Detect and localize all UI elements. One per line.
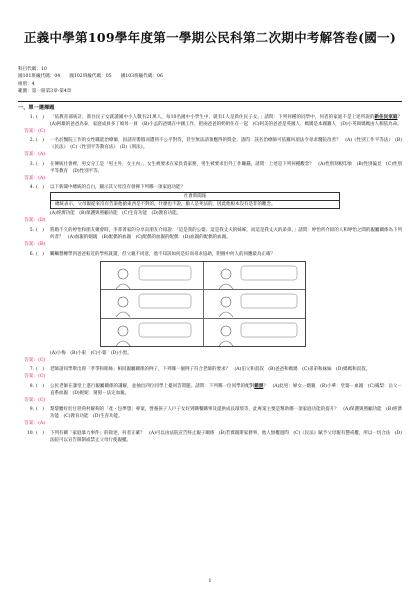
question-text: 一名於醫院工作的女性職能治療師，因請育嬰假而遭到不公平對待，甚至無法請領應得的獎金。請問：該名治療師可依據何項法令尋求醫院改善？ (A)《性別工作平等法》 (B)《民法》 (C)《性別平等教育法》 (D)《刑法》。 <box>50 138 402 151</box>
meta-subject-code: 科目代碼：10 <box>18 67 47 72</box>
question-number: 2. <box>29 138 34 144</box>
question-9 <box>18 406 402 420</box>
news-box-body: 總統表示，父母親從來沒有告訴他搶東西是不對的，什麼也不說，偷人是死法的，因此他根本沒有是非的觀念。 <box>55 202 276 208</box>
answer-label: 答案： <box>24 357 39 363</box>
news-box-title: 社會新聞報 <box>51 193 339 201</box>
question-text: 老師請同學舉出與「孝爭和睦絲」相同親屬關係的例子，下列哪一個例子符合老師的要求？ (A)伯父和叔叔 (B)爸爸和媽媽 (C)弟弟和妹妹 (D)媽媽和叔叔。 <box>50 367 371 373</box>
question-text-part: ？ (A)此男：婦女－姻親 (B)小華：堂婆－血親 (C)鳳梨：岳父－直系血親 (D)妮妮：舅舅－法定血親。 <box>50 383 403 396</box>
answer-blank: ( ) <box>36 114 45 120</box>
answer-value: (B) <box>38 242 46 247</box>
answer-blank: ( ) <box>36 185 45 191</box>
answer-value: (A) <box>38 152 46 158</box>
question-emphasis: 新住民家庭 <box>374 114 398 120</box>
answer-label: 答案： <box>24 175 39 181</box>
comic-figures-icon <box>101 290 307 318</box>
question-4 <box>18 184 402 217</box>
question-number: 9. <box>29 407 34 413</box>
answer-label: 答案： <box>24 374 39 380</box>
answer-blank: ( ) <box>36 367 45 373</box>
question-2 <box>18 137 402 151</box>
question-text-part: ？ (A)阿雄的爸爸為泰，家庭成員多了娘母一員 (B)小孟的爸媽在中國工作，把兩爸爸的奶奶住在一起 (C)阿美的爸爸是英國人、媽媽是本國籍人 (D)小英與媽媽由人相依為命。 <box>50 114 407 127</box>
question-text: 在傳統社會裡，男女分工是「男主外，女主內」，女生被要求在家負責家務，男生被要求出外工作賺錢。請問：上述是下列何種觀念？ (A)性別刻板印象 (B)性別偏見 (C)性別平等教育 (D)性別平等。 <box>50 161 402 174</box>
answer-value: (D) <box>38 218 46 224</box>
answer-4 <box>24 217 402 225</box>
question-10 <box>18 430 402 444</box>
question-number: 10. <box>26 430 34 436</box>
answer-5 <box>24 241 402 249</box>
answer-label: 答案： <box>24 421 39 427</box>
question-text-part: 「依教育部統計，新住民子女就讀國中小人數有21萬人，每10名國中小學生中，就有1人是新住民子女。」請問：下列何種的同學中，何者的家庭不是上述所說的 <box>50 114 375 120</box>
comic-illustration <box>100 261 306 347</box>
answer-1 <box>24 128 402 136</box>
question-7 <box>18 366 402 373</box>
question-number: 6. <box>29 251 34 257</box>
answer-blank: ( ) <box>36 138 45 144</box>
answer-value: (C) <box>38 374 46 380</box>
question-text-part: 公民老師在課堂上進行親屬關係的講解，並抽出四位同學上臺回答問題。請問：下列哪一位同學的配對 <box>50 383 255 389</box>
answer-value: (C) <box>38 128 46 134</box>
question-number: 8. <box>29 383 34 389</box>
answer-label: 答案： <box>24 242 39 247</box>
question-number: 7. <box>29 367 34 373</box>
question-text <box>50 383 402 397</box>
comic-divider <box>203 290 204 318</box>
question-1 <box>18 114 407 128</box>
answer-3 <box>24 175 402 183</box>
question-text: 將婚不久的婷怡和朋友聚會時，李菁菁家的分享向朋友介紹說：「這是我的公婆、這是我丈夫的姊姊，而這是我丈夫的弟弟。」請問：婷怡所介紹的人和婷怡之間的親屬關係為下列何者？ (A)血親的姻親 (B)配偶的血親 (C)配偶的血親的配偶 (D)血親的配偶的血親。 <box>50 228 402 240</box>
answer-value: (C) <box>38 397 46 403</box>
answer-label: 答案： <box>24 128 39 134</box>
answer-label: 答案： <box>24 152 39 158</box>
comic-figures-icon <box>101 319 307 347</box>
answer-blank: ( ) <box>36 251 45 257</box>
answer-blank: ( ) <box>36 228 45 233</box>
question-options: (A)小梅 (B)小東 (C)小婆 (D)小黑。 <box>50 350 132 356</box>
news-box <box>50 192 340 209</box>
meta-class-codes: 國101班級代碼：04 國102班級代碼：05 國103班級代碼：06 <box>18 74 163 80</box>
meta-group: 組別：4 <box>18 81 35 87</box>
question-text: 以下新聞中總統的自白，顯示其父母沒有發揮下列哪一項家庭功能？ <box>50 185 185 191</box>
meta-scope: 範圍：第一冊第3章-第4章 <box>18 89 72 95</box>
comic-row <box>101 319 305 348</box>
question-emphasis: 錯誤 <box>254 383 264 389</box>
answer-9 <box>24 420 402 428</box>
question-text: 觸觸想轉學到爸爸較近的學校就讀，但父親不同意，他不知該如何是好而尋求協助，附圖中何人的回應最為正確？ <box>50 251 275 257</box>
page-title: 正義中學第109學年度第一學期公民科第二次期中考解答卷(國一) <box>23 30 397 45</box>
question-8 <box>18 383 402 397</box>
question-text <box>50 114 407 128</box>
comic-row <box>101 262 305 291</box>
question-text: 黎黎雖好於甘蔗荷村解夠的「產・包夢想」專案，營養孩子人戶子女好到購餐購事及提供成長環境等，此專案主要是幫助哪一項家庭功能的提升？ (A)保護與照顧功能 (B)經濟功能 (C)教育功能 (D)生育功能。 <box>50 407 402 420</box>
question-3 <box>18 161 402 175</box>
section-divider <box>18 101 402 102</box>
question-number: 4. <box>29 185 34 191</box>
question-number: 3. <box>29 161 34 167</box>
exam-meta <box>18 66 402 96</box>
answer-2 <box>24 151 402 159</box>
question-options: (A)經濟功能 (B)保護與照顧功能 (C)生育功能 (D)教育功能。 <box>50 211 182 217</box>
page-number: 1 <box>208 578 212 584</box>
comic-divider <box>203 262 204 290</box>
answer-7 <box>24 373 402 381</box>
answer-6 <box>24 357 402 365</box>
answer-blank: ( ) <box>36 161 45 167</box>
answer-value: (A) <box>38 421 46 427</box>
question-6 <box>18 251 402 357</box>
answer-blank: ( ) <box>36 430 45 436</box>
answer-blank: ( ) <box>36 383 45 389</box>
answer-8 <box>24 397 402 405</box>
answer-label: 答案： <box>24 218 39 224</box>
question-5 <box>18 227 402 241</box>
question-text: 下列有關「家庭暴力事件」的敘述，何者正確？ (A)可以由法院宣告終止親子關係 (B)若實親斯家務事，他人無權過問 (C)《民法》賦予父母親有懲戒權，所以一切合法 (D)法院可以宣告限制或禁止父母行使親權。 <box>50 430 402 443</box>
comic-figures-icon <box>101 262 307 290</box>
comic-row <box>101 290 305 319</box>
section-title: 一、單一選擇題 <box>18 104 55 111</box>
answer-label: 答案： <box>24 397 39 403</box>
answer-value: (A) <box>38 175 46 181</box>
question-number: 1. <box>29 114 34 120</box>
question-number: 5. <box>29 228 34 233</box>
comic-divider <box>203 319 204 348</box>
answer-blank: ( ) <box>36 407 45 413</box>
answer-value: (C) <box>38 357 46 363</box>
